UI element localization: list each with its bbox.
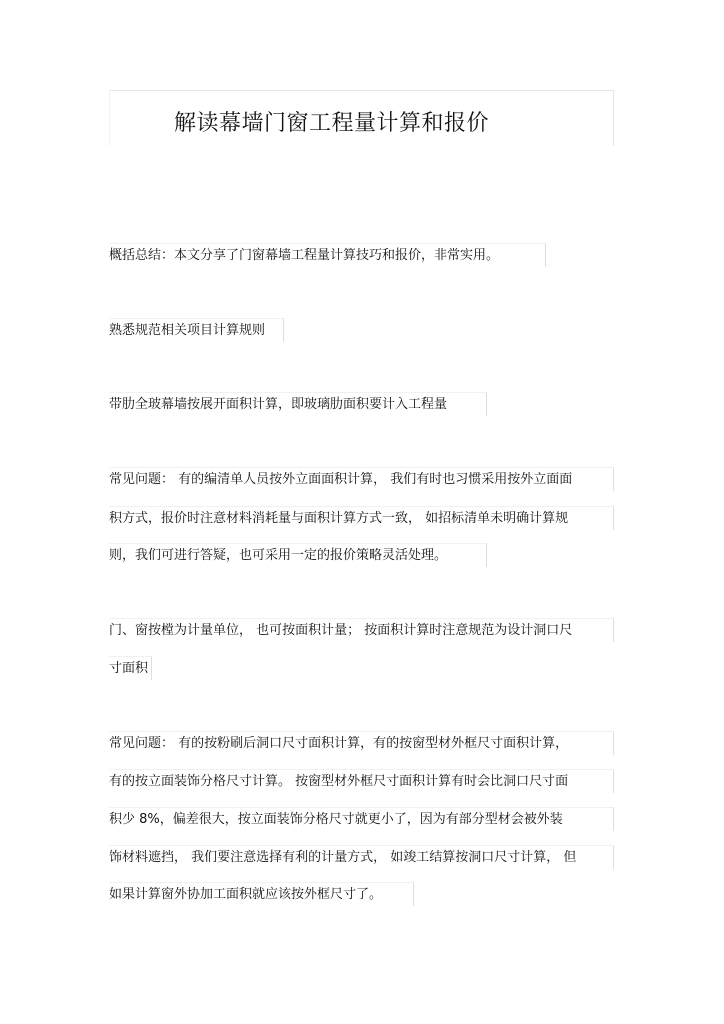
paragraph-line: 积少 8%，偏差很大，按立面装饰分格尺寸就更小了，因为有部分型材会被外装 — [109, 807, 614, 831]
summary-line: 概括总结：本文分享了门窗幕墙工程量计算技巧和报价，非常实用。 — [109, 243, 546, 267]
paragraph-line: 寸面积 — [109, 656, 152, 680]
paragraph-line: 如果计算窗外协加工面积就应该按外框尺寸了。 — [109, 882, 414, 906]
document-title: 解读幕墙门窗工程量计算和报价 — [174, 111, 490, 136]
paragraph-line: 积方式，报价时注意材料消耗量与面积计算方式一致， 如招标清单未明确计算规 — [109, 506, 614, 530]
paragraph-line: 常见问题： 有的编清单人员按外立面面积计算， 我们有时也习惯采用按外立面面 — [109, 467, 614, 491]
paragraph-line: 熟悉规范相关项目计算规则 — [109, 318, 284, 342]
paragraph-line: 门、窗按樘为计量单位， 也可按面积计量； 按面积计算时注意规范为设计洞口尺 — [109, 618, 614, 642]
paragraph-line: 常见问题： 有的按粉刷后洞口尺寸面积计算，有的按窗型材外框尺寸面积计算， — [109, 731, 614, 755]
paragraph-line: 饰材料遮挡， 我们要注意选择有利的计量方式， 如竣工结算按洞口尺寸计算， 但 — [109, 845, 614, 869]
paragraph-line: 则，我们可进行答疑，也可采用一定的报价策略灵活处理。 — [109, 543, 487, 567]
paragraph-line: 有的按立面装饰分格尺寸计算。 按窗型材外框尺寸面积计算有时会比洞口尺寸面 — [109, 769, 614, 793]
paragraph-line: 带肋全玻幕墙按展开面积计算，即玻璃肋面积要计入工程量 — [109, 392, 487, 416]
